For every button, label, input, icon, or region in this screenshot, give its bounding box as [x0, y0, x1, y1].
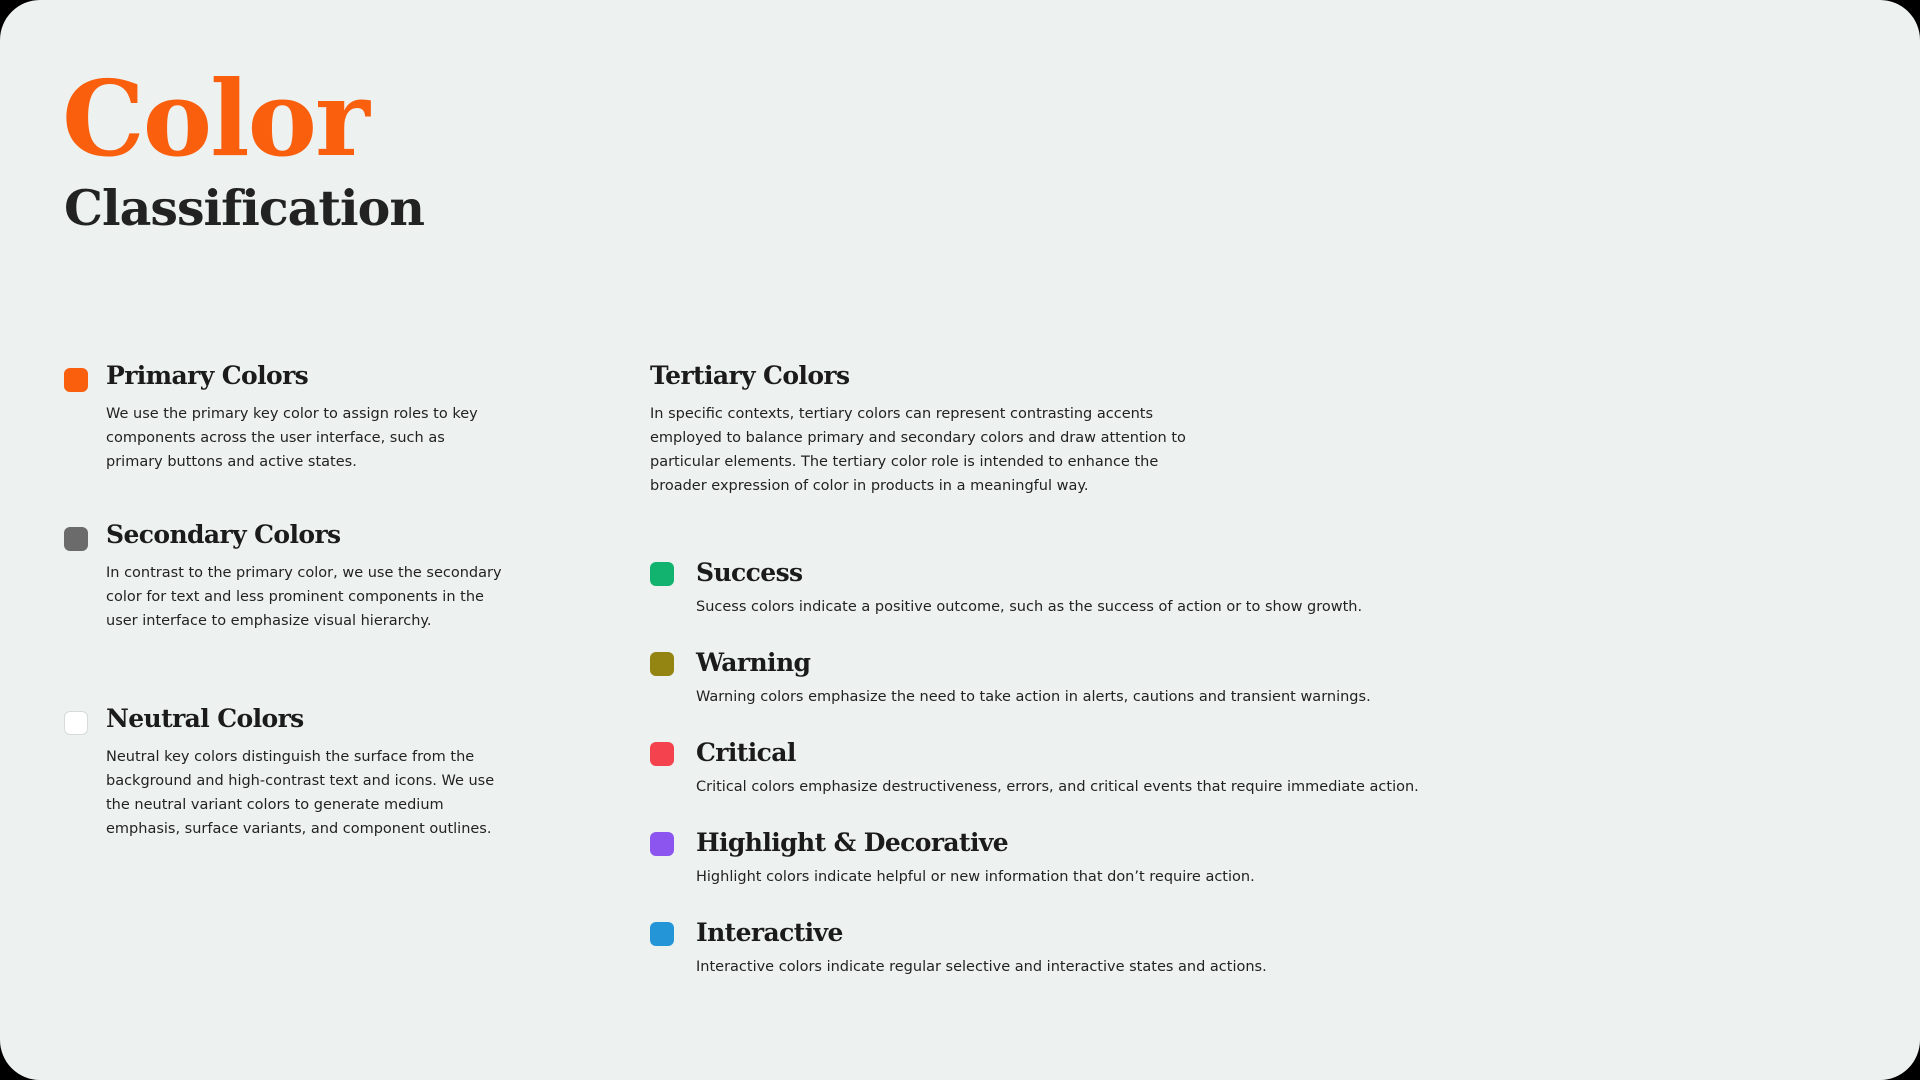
critical-description: Critical colors emphasize destructiveness, errors, and critical events that require immediate action. — [696, 779, 1419, 795]
primary-colors-description: We use the primary key color to assign roles to key components across the user interface, such as primary buttons and active states. — [106, 406, 478, 470]
neutral-colors-description: Neutral key colors distinguish the surface from the background and high-contrast text and icons. We use the neutral variant colors to generate medium emphasis, surface variants, and component outlines. — [106, 749, 495, 837]
neutral-color-swatch-icon — [64, 711, 88, 735]
interactive-title: Interactive — [696, 918, 843, 947]
page-title: Color — [62, 57, 368, 180]
highlight-decorative-description: Highlight colors indicate helpful or new information that don’t require action. — [696, 869, 1255, 885]
page-subtitle: Classification — [64, 179, 424, 237]
success-description: Sucess colors indicate a positive outcome, such as the success of action or to show growth. — [696, 599, 1363, 615]
warning-description: Warning colors emphasize the need to take action in alerts, cautions and transient warnings. — [696, 689, 1371, 705]
warning-color-swatch-icon — [650, 652, 674, 676]
secondary-colors-title: Secondary Colors — [106, 520, 341, 549]
success-color-swatch-icon — [650, 562, 674, 586]
tertiary-colors-description: In specific contexts, tertiary colors can represent contrasting accents employed to balance primary and secondary colors and draw attention to particular elements. The tertiary color role is intended to enhance the broader expression of color in products in a meaningful way. — [650, 406, 1186, 494]
primary-color-swatch-icon — [64, 368, 88, 392]
critical-title: Critical — [696, 738, 796, 767]
highlight-decorative-title: Highlight & Decorative — [696, 828, 1009, 857]
secondary-color-swatch-icon — [64, 527, 88, 551]
secondary-colors-description: In contrast to the primary color, we use the secondary color for text and less prominent components in the user interface to emphasize visual hierarchy. — [106, 565, 502, 629]
primary-colors-title: Primary Colors — [106, 361, 309, 390]
neutral-colors-title: Neutral Colors — [106, 704, 304, 733]
interactive-description: Interactive colors indicate regular selective and interactive states and actions. — [696, 959, 1267, 975]
critical-color-swatch-icon — [650, 742, 674, 766]
success-title: Success — [696, 558, 803, 587]
tertiary-colors-title: Tertiary Colors — [650, 361, 850, 390]
highlight-color-swatch-icon — [650, 832, 674, 856]
warning-title: Warning — [696, 648, 811, 677]
interactive-color-swatch-icon — [650, 922, 674, 946]
